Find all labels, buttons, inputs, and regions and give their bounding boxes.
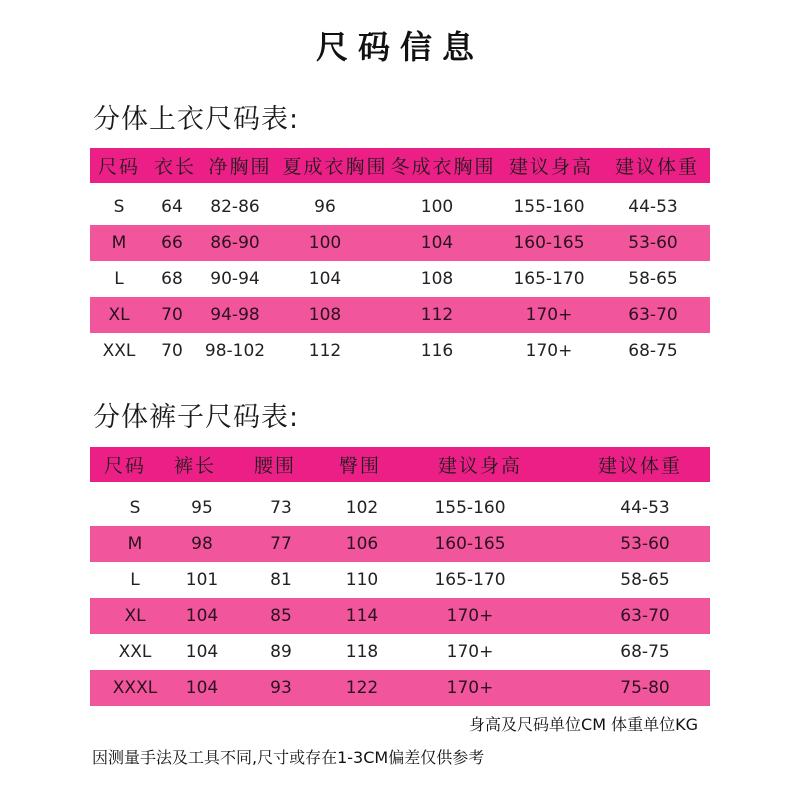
- pants-size-table: [90, 447, 710, 706]
- header-cell-height: 建议身高: [437, 455, 522, 477]
- cell-weight: 68-75: [620, 642, 670, 662]
- table-row: [90, 598, 710, 634]
- cell-winter-chest: 104: [420, 233, 454, 253]
- cell-height: 170+: [525, 305, 573, 325]
- cell-height: 155-160: [513, 197, 585, 217]
- cell-summer-chest: 104: [308, 269, 342, 289]
- table-row: [90, 634, 710, 670]
- cell-size: L: [114, 269, 124, 289]
- cell-hip: 102: [345, 498, 379, 518]
- tops-section-title: 分体上衣尺码表:: [93, 104, 300, 135]
- cell-weight: 44-53: [628, 197, 678, 217]
- units-note: 身高及尺码单位CM 体重单位KG: [469, 715, 698, 734]
- cell-length: 70: [161, 305, 183, 325]
- cell-weight: 44-53: [620, 498, 670, 518]
- header-cell-summer-chest: 夏成衣胸围: [282, 156, 388, 178]
- cell-height: 170+: [446, 642, 494, 662]
- page-title: 尺码信息: [315, 28, 484, 66]
- cell-size: M: [111, 233, 127, 253]
- cell-pant-length: 104: [185, 606, 219, 626]
- cell-height: 165-170: [434, 570, 506, 590]
- cell-height: 170+: [525, 341, 573, 361]
- cell-height: 170+: [446, 678, 494, 698]
- cell-waist: 73: [270, 498, 292, 518]
- cell-winter-chest: 112: [420, 305, 454, 325]
- header-cell-length: 衣长: [153, 156, 196, 178]
- tops-size-table: [90, 148, 710, 369]
- cell-size: XXL: [118, 642, 152, 662]
- cell-length: 66: [161, 233, 183, 253]
- cell-pant-length: 98: [191, 534, 213, 554]
- table-row: [90, 225, 710, 261]
- cell-net-chest: 82-86: [210, 197, 260, 217]
- cell-hip: 114: [345, 606, 379, 626]
- table-row: [90, 261, 710, 297]
- cell-summer-chest: 112: [308, 341, 342, 361]
- cell-size: L: [130, 570, 140, 590]
- table-row: [90, 490, 710, 526]
- cell-weight: 63-70: [628, 305, 678, 325]
- cell-waist: 89: [270, 642, 292, 662]
- cell-size: XXL: [102, 341, 136, 361]
- cell-pant-length: 95: [191, 498, 213, 518]
- cell-waist: 81: [270, 570, 292, 590]
- cell-weight: 58-65: [620, 570, 670, 590]
- cell-weight: 75-80: [620, 678, 670, 698]
- pants-section-title: 分体裤子尺码表:: [93, 402, 300, 433]
- cell-length: 70: [161, 341, 183, 361]
- cell-pant-length: 104: [185, 678, 219, 698]
- cell-size: S: [129, 498, 141, 518]
- header-cell-net-chest: 净胸围: [208, 156, 272, 178]
- cell-height: 170+: [446, 606, 494, 626]
- header-cell-height: 建议身高: [508, 156, 593, 178]
- table-row: [90, 333, 710, 369]
- header-cell-weight: 建议体重: [597, 455, 682, 477]
- cell-winter-chest: 108: [420, 269, 454, 289]
- table-row: [90, 297, 710, 333]
- cell-net-chest: 90-94: [210, 269, 260, 289]
- table-row: [90, 526, 710, 562]
- table-row: [90, 562, 710, 598]
- cell-weight: 53-60: [620, 534, 670, 554]
- cell-weight: 68-75: [628, 341, 678, 361]
- cell-pant-length: 101: [185, 570, 219, 590]
- cell-size: XL: [108, 305, 130, 325]
- cell-size: XXXL: [112, 678, 158, 698]
- cell-waist: 93: [270, 678, 292, 698]
- cell-net-chest: 86-90: [210, 233, 260, 253]
- header-cell-size: 尺码: [103, 455, 146, 477]
- table-row: [90, 670, 710, 706]
- header-cell-weight: 建议体重: [614, 156, 699, 178]
- cell-hip: 106: [345, 534, 379, 554]
- cell-length: 68: [161, 269, 183, 289]
- cell-length: 64: [161, 197, 183, 217]
- cell-net-chest: 94-98: [210, 305, 260, 325]
- cell-winter-chest: 100: [420, 197, 454, 217]
- cell-hip: 110: [345, 570, 379, 590]
- cell-weight: 63-70: [620, 606, 670, 626]
- header-cell-winter-chest: 冬成衣胸围: [390, 156, 496, 178]
- cell-size: S: [113, 197, 125, 217]
- cell-height: 165-170: [513, 269, 585, 289]
- header-cell-hip: 臀围: [338, 455, 381, 477]
- header-cell-pant-length: 裤长: [173, 455, 216, 477]
- cell-summer-chest: 108: [308, 305, 342, 325]
- cell-hip: 122: [345, 678, 379, 698]
- cell-winter-chest: 116: [420, 341, 454, 361]
- cell-height: 160-165: [434, 534, 506, 554]
- cell-weight: 58-65: [628, 269, 678, 289]
- header-cell-waist: 腰围: [253, 455, 296, 477]
- cell-net-chest: 98-102: [204, 341, 266, 361]
- cell-pant-length: 104: [185, 642, 219, 662]
- cell-hip: 118: [345, 642, 379, 662]
- cell-weight: 53-60: [628, 233, 678, 253]
- cell-waist: 85: [270, 606, 292, 626]
- disclaimer-note: 因测量手法及工具不同,尺寸或存在1-3CM偏差仅供参考: [92, 748, 485, 767]
- cell-waist: 77: [270, 534, 292, 554]
- cell-summer-chest: 96: [314, 197, 336, 217]
- cell-height: 160-165: [513, 233, 585, 253]
- cell-height: 155-160: [434, 498, 506, 518]
- cell-size: XL: [124, 606, 146, 626]
- table-row: [90, 189, 710, 225]
- table-header-row: [90, 148, 710, 183]
- cell-summer-chest: 100: [308, 233, 342, 253]
- header-cell-size: 尺码: [97, 156, 140, 178]
- cell-size: M: [127, 534, 143, 554]
- table-header-row: [90, 447, 710, 482]
